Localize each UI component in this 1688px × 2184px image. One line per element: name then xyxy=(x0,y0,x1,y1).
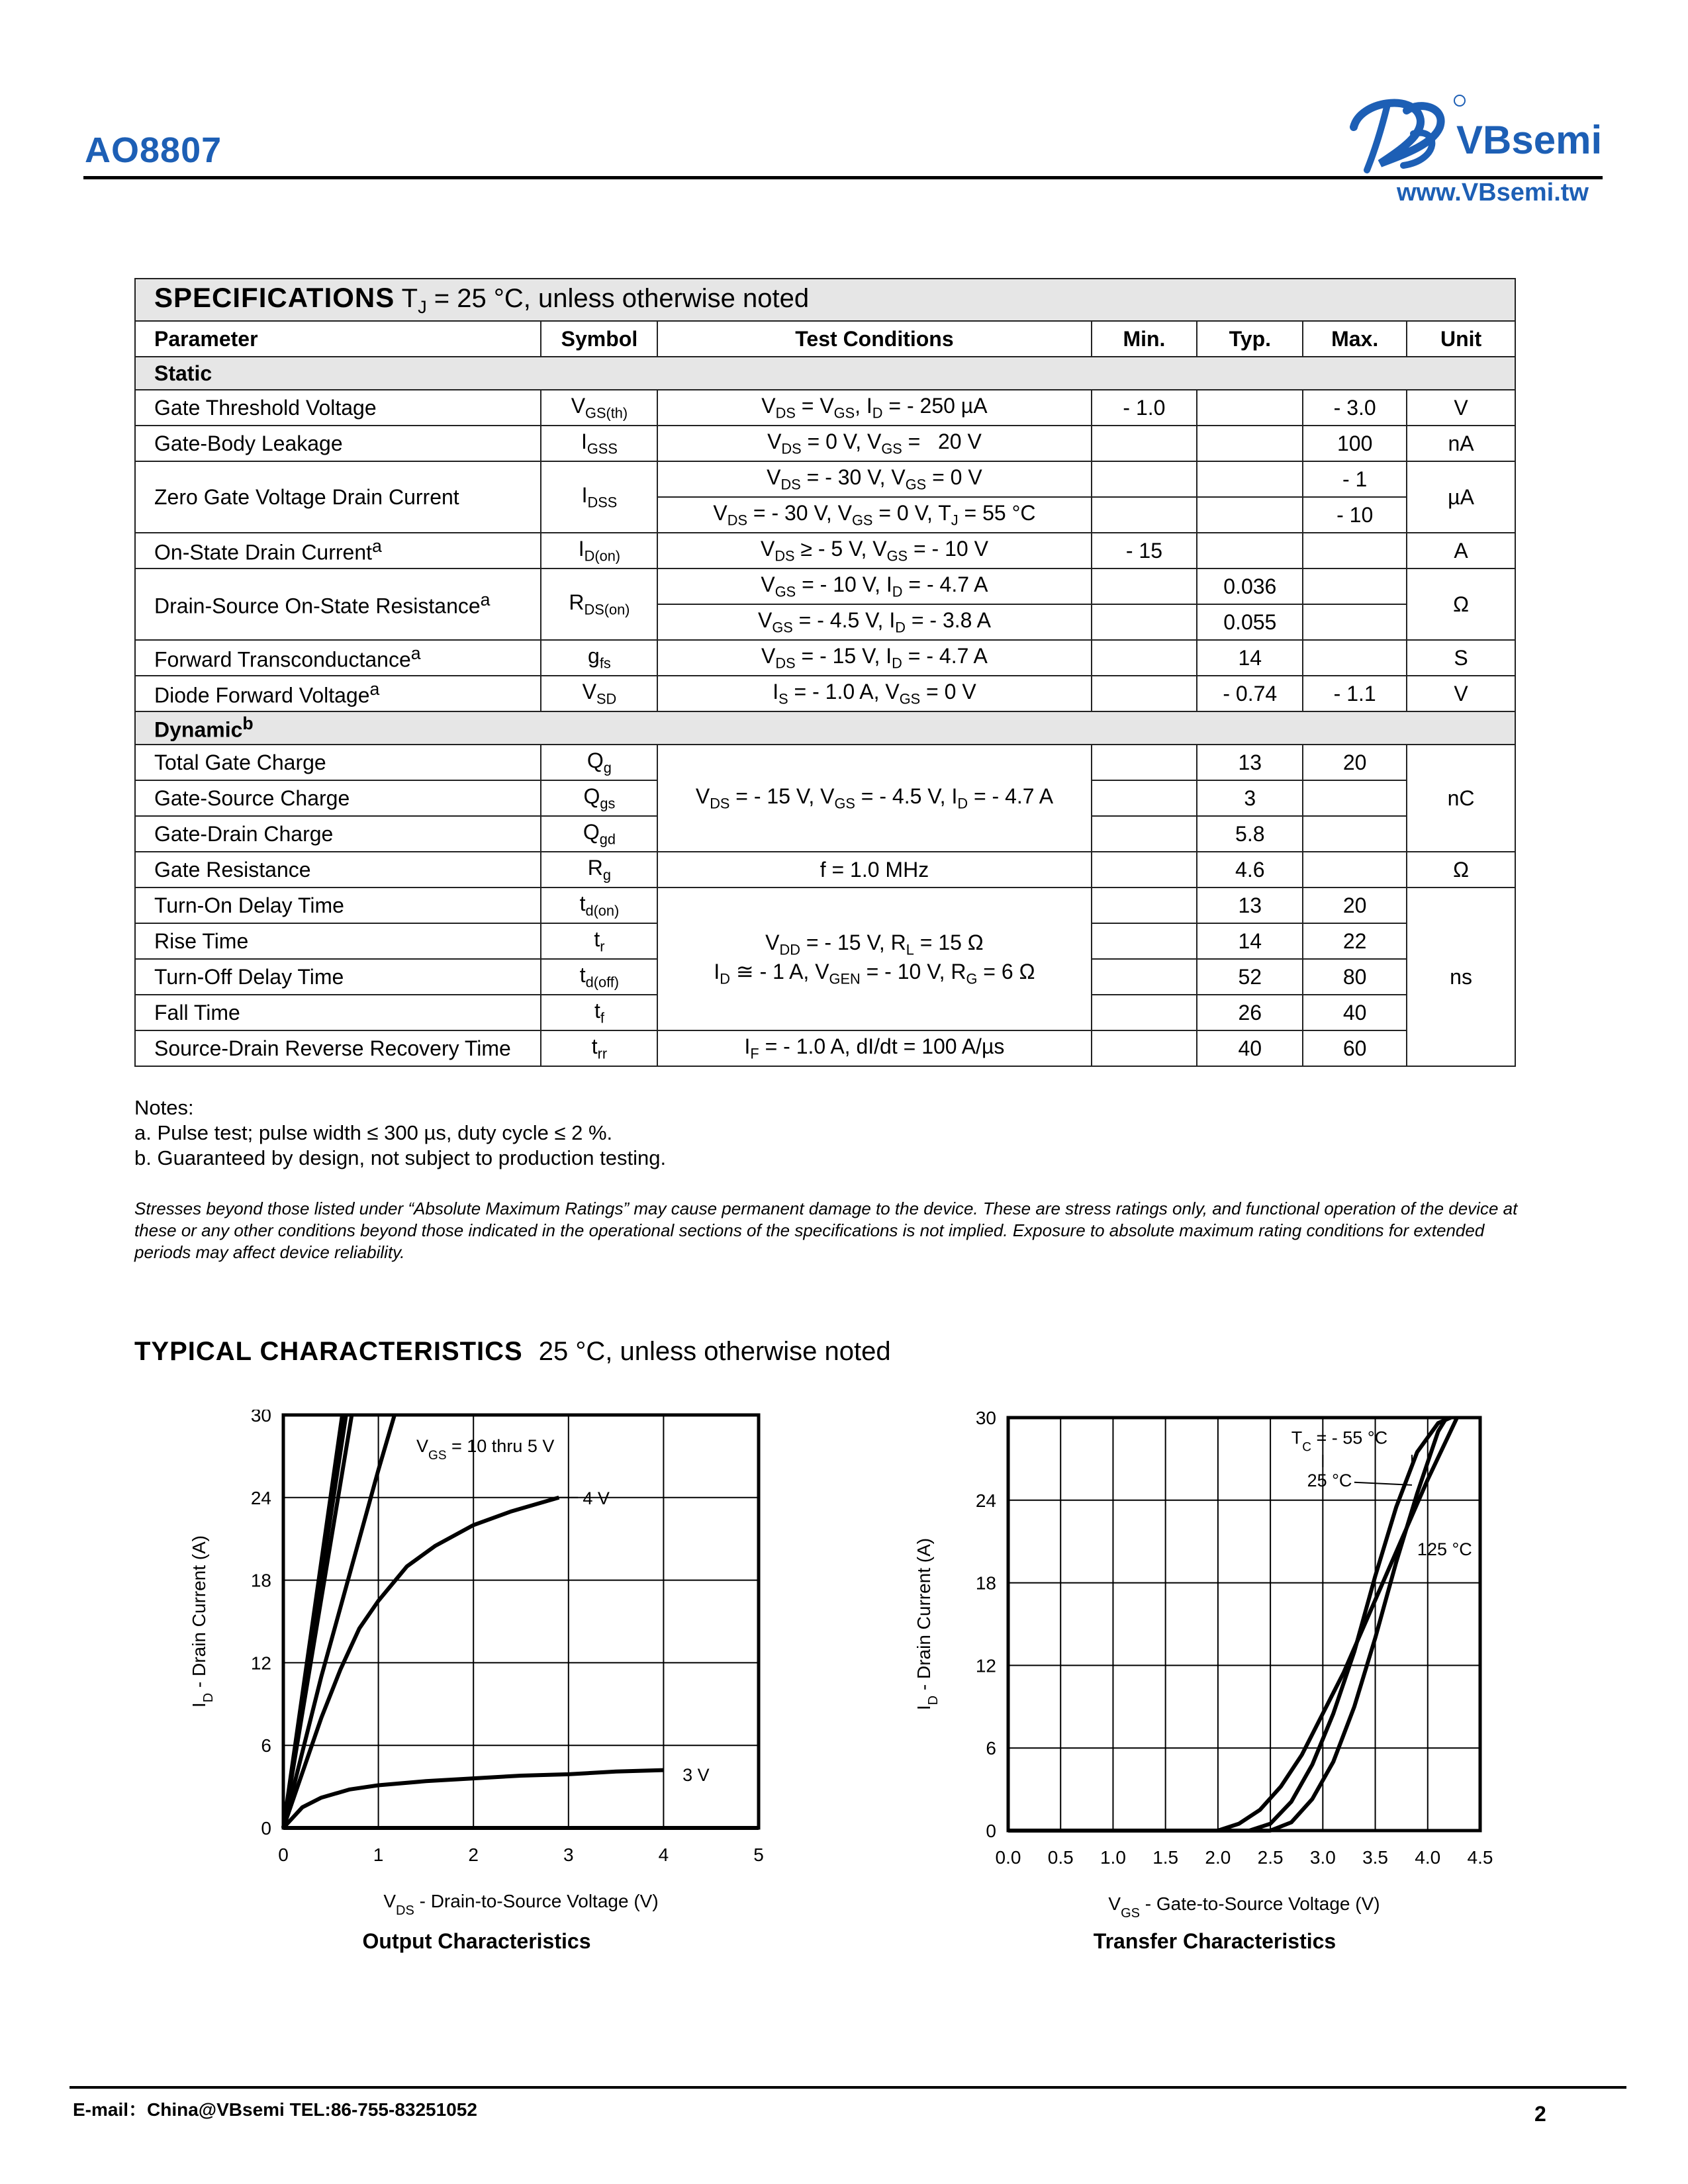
typical-characteristics-title: TYPICAL CHARACTERISTICS 25 °C, unless otherwise noted xyxy=(134,1337,891,1366)
col-parameter: Parameter xyxy=(135,321,541,357)
col-min: Min. xyxy=(1092,321,1197,357)
chart-title: Transfer Characteristics xyxy=(1093,1929,1336,1953)
brand-name: VBsemi xyxy=(1456,118,1603,162)
x-tick-label: 2 xyxy=(468,1844,479,1865)
table-row: Gate Resistance $R_g$ f = 1.0 MHz 4.6 Ω xyxy=(135,852,1515,887)
output-chart-svg xyxy=(179,1410,774,1926)
annotation-vgs: $V_{GS} = 10$ thru 5 V xyxy=(416,1436,555,1463)
disclaimer: Stresses beyond those listed under “Absolute Maximum Ratings” may cause permanent damage to the device. These are stress ratings only, and functional operation of the device at these or any other conditions beyond those indicated in the operational sections of the specifications is not implied. Exposure to absolute maximum rating conditions for extended periods may affect device reliability. xyxy=(134,1199,1518,1262)
table-row: Total Gate Charge $Q_g$ $V_{DS}$ = - 15 V, $V_{GS}$ = - 4.5 V, $I_D$ = - 4.7 A 13 20 nC xyxy=(135,745,1515,780)
table-row: Fall Time $t_f$ 26 40 xyxy=(135,995,1515,1030)
section-static: Static xyxy=(135,357,1515,390)
brand-logo xyxy=(1340,87,1618,180)
y-tick-label: 18 xyxy=(975,1572,996,1594)
x-tick-label: 5 xyxy=(753,1844,764,1865)
plot-frame xyxy=(1008,1418,1480,1831)
series-line xyxy=(283,1415,352,1828)
table-row: $V_{GS}$ = - 4.5 V, $I_D$ = - 3.8 A 0.055 xyxy=(135,604,1515,640)
table-row: Source-Drain Reverse Recovery Time $t_{rr}$ $I_F$ = - 1.0 A, dI/dt = 100 A/µs 40 60 xyxy=(135,1030,1515,1066)
col-max: Max. xyxy=(1303,321,1407,357)
x-tick-label: 0.5 xyxy=(1047,1847,1074,1868)
y-tick-label: 24 xyxy=(250,1487,271,1508)
part-number: AO8807 xyxy=(85,130,222,170)
y-tick-label: 12 xyxy=(975,1655,996,1676)
y-tick-label: 18 xyxy=(250,1570,271,1591)
y-tick-label: 30 xyxy=(250,1410,271,1426)
page-number: 2 xyxy=(1534,2102,1546,2126)
chart-title: Output Characteristics xyxy=(362,1929,591,1953)
series-line xyxy=(1008,1418,1451,1831)
x-tick-label: 1 xyxy=(373,1844,384,1865)
spec-header-row xyxy=(135,321,1515,357)
website-link[interactable]: www.VBsemi.tw xyxy=(1397,179,1589,206)
y-tick-label: 0 xyxy=(261,1818,271,1839)
x-axis-label: $V_{DS}$ - Drain-to-Source Voltage (V) xyxy=(383,1891,659,1918)
x-tick-label: 3 xyxy=(563,1844,574,1865)
x-tick-label: 4.0 xyxy=(1415,1847,1441,1868)
x-tick-label: 1.0 xyxy=(1100,1847,1126,1868)
table-row: Forward Transconductance$^a$ $g_{fs}$ $V_{DS}$ = - 15 V, $I_D$ = - 4.7 A 14 S xyxy=(135,640,1515,676)
transfer-characteristics-chart xyxy=(904,1410,1526,1959)
output-characteristics-chart xyxy=(179,1410,774,1959)
x-tick-label: 4.5 xyxy=(1467,1847,1493,1868)
x-tick-label: 3.5 xyxy=(1362,1847,1389,1868)
x-tick-label: 3.0 xyxy=(1309,1847,1336,1868)
annotation-tc: $T_C$ = - 55 °C xyxy=(1291,1428,1388,1455)
table-row: Turn-Off Delay Time $t_{d(off)}$ 52 80 xyxy=(135,959,1515,995)
annotation-125c: 125 °C xyxy=(1417,1539,1472,1559)
table-row: Turn-On Delay Time $t_{d(on)}$ $V_{DD}$ = - 15 V, $R_L = 15$ Ω $I_D$ ≅ - 1 A, $V_{GEN}$ = - 10 V, $R_G = 6$ Ω 13 20 ns xyxy=(135,887,1515,923)
y-tick-label: 6 xyxy=(986,1738,996,1759)
table-row: $V_{DS}$ = - 30 V, $V_{GS} = 0$ V, $T_J = 55$ °C - 10 xyxy=(135,497,1515,533)
table-row: Rise Time $t_r$ 14 22 xyxy=(135,923,1515,959)
col-unit: Unit xyxy=(1407,321,1515,357)
x-tick-label: 2.0 xyxy=(1205,1847,1231,1868)
section-dynamic: Dynamic$^b$ xyxy=(135,711,1515,745)
series-line xyxy=(1008,1418,1446,1831)
notes xyxy=(134,1095,666,1171)
transfer-chart-svg xyxy=(904,1410,1526,1926)
table-row: Diode Forward Voltage$^a$ $V_{SD}$ $I_S$ = - 1.0 A, $V_{GS} = 0$ V - 0.74 - 1.1 V xyxy=(135,676,1515,711)
note-b: b. Guaranteed by design, not subject to production testing. xyxy=(134,1146,667,1169)
annotation-3v: 3 V xyxy=(682,1764,710,1785)
annotation-4v: 4 V xyxy=(583,1488,610,1508)
footer-rule xyxy=(70,2086,1626,2089)
table-row: Zero Gate Voltage Drain Current $I_{DSS}$ $V_{DS}$ = - 30 V, $V_{GS} = 0$ V - 1 µA xyxy=(135,461,1515,497)
note-a: a. Pulse test; pulse width ≤ 300 µs, duty cycle ≤ 2 %. xyxy=(134,1121,613,1144)
annotation-25c: 25 °C xyxy=(1307,1471,1352,1490)
col-typ: Typ. xyxy=(1197,321,1303,357)
x-tick-label: 1.5 xyxy=(1152,1847,1179,1868)
spec-title: SPECIFICATIONS $T_J = 25$ °C, unless otherwise noted xyxy=(135,279,1515,321)
footer-contact: E-mail：China@VBsemi TEL:86-755-83251052 xyxy=(73,2099,477,2120)
y-axis-label: $I_D$ - Drain Current (A) xyxy=(189,1535,216,1708)
table-row: Gate-Source Charge $Q_{gs}$ 3 xyxy=(135,780,1515,816)
y-tick-label: 30 xyxy=(975,1410,996,1428)
x-tick-label: 2.5 xyxy=(1257,1847,1284,1868)
y-tick-label: 0 xyxy=(986,1821,996,1841)
series-line xyxy=(1008,1418,1457,1831)
y-tick-label: 12 xyxy=(250,1653,271,1674)
table-row: Gate-Drain Charge $Q_{gd}$ 5.8 xyxy=(135,816,1515,852)
specifications-table xyxy=(134,278,1516,1067)
table-row: Drain-Source On-State Resistance$^a$ $R_{DS(on)}$ $V_{GS}$ = - 10 V, $I_D$ = - 4.7 A 0.036 Ω xyxy=(135,569,1515,604)
y-tick-label: 6 xyxy=(261,1735,271,1756)
y-tick-label: 24 xyxy=(975,1490,996,1511)
x-tick-label: 4 xyxy=(658,1844,669,1865)
x-tick-label: 0.0 xyxy=(995,1847,1021,1868)
x-axis-label: $V_{GS}$ - Gate-to-Source Voltage (V) xyxy=(1108,1893,1380,1921)
x-tick-label: 0 xyxy=(278,1844,289,1865)
table-row: On-State Drain Current$^a$ $I_{D(on)}$ $V_{DS}$ ≥ - 5 V, $V_{GS}$ = - 10 V - 15 A xyxy=(135,533,1515,569)
notes-heading: Notes: xyxy=(134,1096,194,1119)
table-row: Gate-Body Leakage $I_{GSS}$ $V_{DS} = 0$ V, $V_{GS} = 20$ V 100 nA xyxy=(135,426,1515,461)
y-axis-label: $I_D$ - Drain Current (A) xyxy=(914,1537,941,1711)
col-test-conditions: Test Conditions xyxy=(657,321,1091,357)
table-row: Gate Threshold Voltage $V_{GS(th)}$ $V_{DS} = V_{GS}$, $I_D$ = - 250 µA - 1.0 - 3.0 V xyxy=(135,390,1515,426)
col-symbol: Symbol xyxy=(541,321,657,357)
